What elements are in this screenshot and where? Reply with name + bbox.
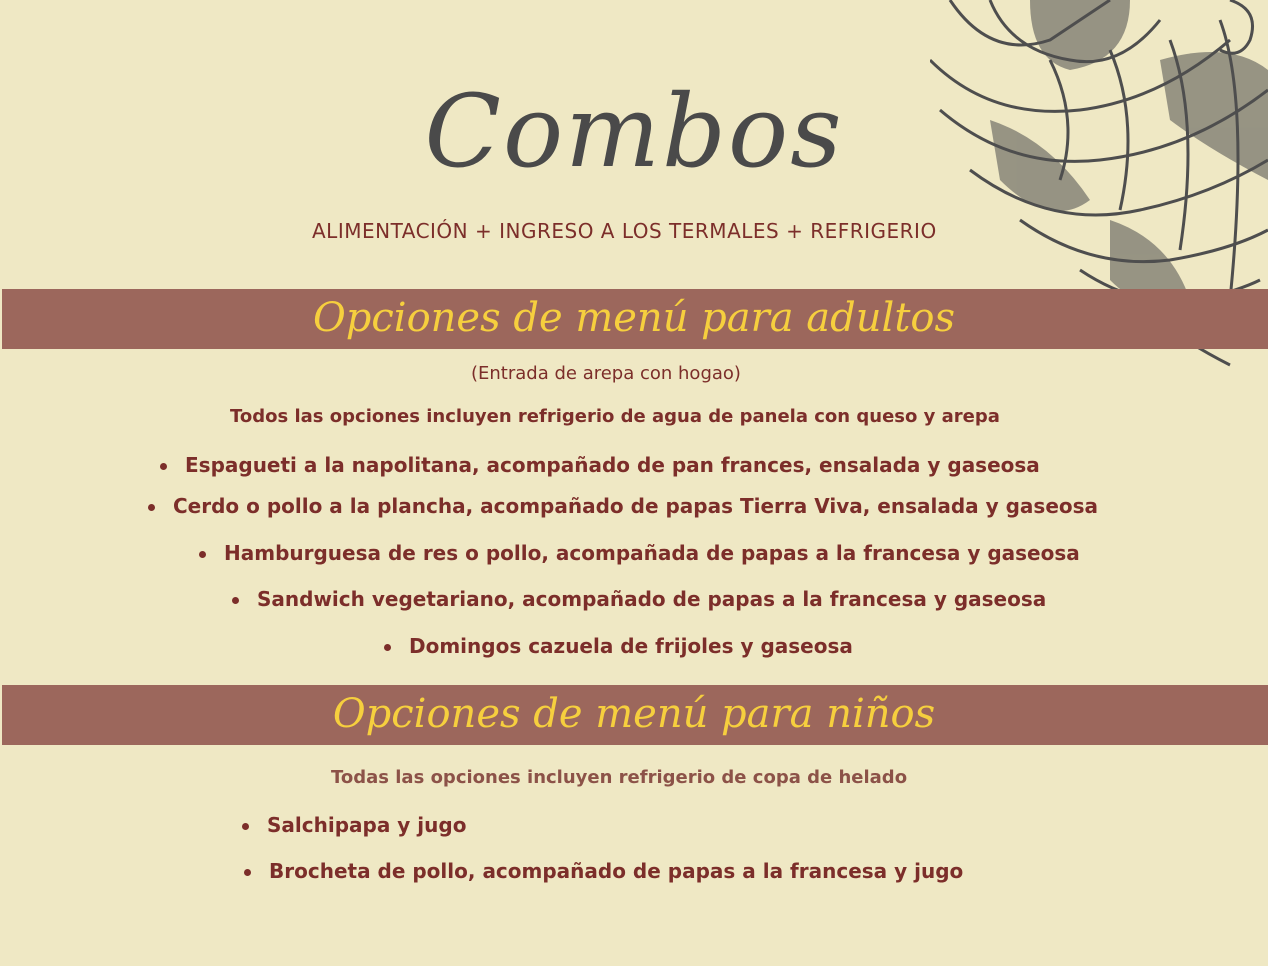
adults-heading: Opciones de menú para adultos: [312, 295, 955, 341]
kids-menu-item: [244, 859, 963, 883]
menu-item-text: Espagueti a la napolitana, acompañado de pan frances, ensalada y gaseosa: [185, 453, 1040, 477]
bullet-icon: [199, 551, 206, 558]
kids-menu-item: [242, 813, 466, 837]
adults-includes: Todos las opciones incluyen refrigerio de agua de panela con queso y arepa: [230, 406, 1000, 427]
menu-item-text: Cerdo o pollo a la plancha, acompañado de papas Tierra Viva, ensalada y gaseosa: [173, 494, 1099, 518]
subtitle: ALIMENTACIÓN + INGRESO A LOS TERMALES + REFRIGERIO: [312, 219, 937, 243]
bullet-icon: [160, 463, 167, 470]
bullet-icon: [148, 504, 155, 511]
bullet-icon: [232, 597, 239, 604]
menu-item-text: Domingos cazuela de frijoles y gaseosa: [409, 634, 853, 658]
adults-menu-item: [199, 541, 1080, 565]
bullet-icon: [244, 869, 251, 876]
bullet-icon: [384, 644, 391, 651]
menu-item-text: Sandwich vegetariano, acompañado de papas a la francesa y gaseosa: [257, 587, 1047, 611]
page-title: Combos: [424, 73, 844, 190]
adults-menu-item: [232, 587, 1046, 611]
menu-item-text: Brocheta de pollo, acompañado de papas a la francesa y jugo: [269, 859, 964, 883]
adults-menu-item: [160, 453, 1040, 477]
kids-heading: Opciones de menú para niños: [332, 691, 936, 737]
adults-menu-item: [148, 494, 1098, 518]
kids-includes: Todas las opciones incluyen refrigerio de copa de helado: [331, 767, 908, 788]
adults-note: (Entrada de arepa con hogao): [471, 363, 741, 384]
bullet-icon: [242, 823, 249, 830]
adults-menu-item: [384, 634, 853, 658]
menu-item-text: Salchipapa y jugo: [267, 813, 467, 837]
menu-item-text: Hamburguesa de res o pollo, acompañada de papas a la francesa y gaseosa: [224, 541, 1080, 565]
